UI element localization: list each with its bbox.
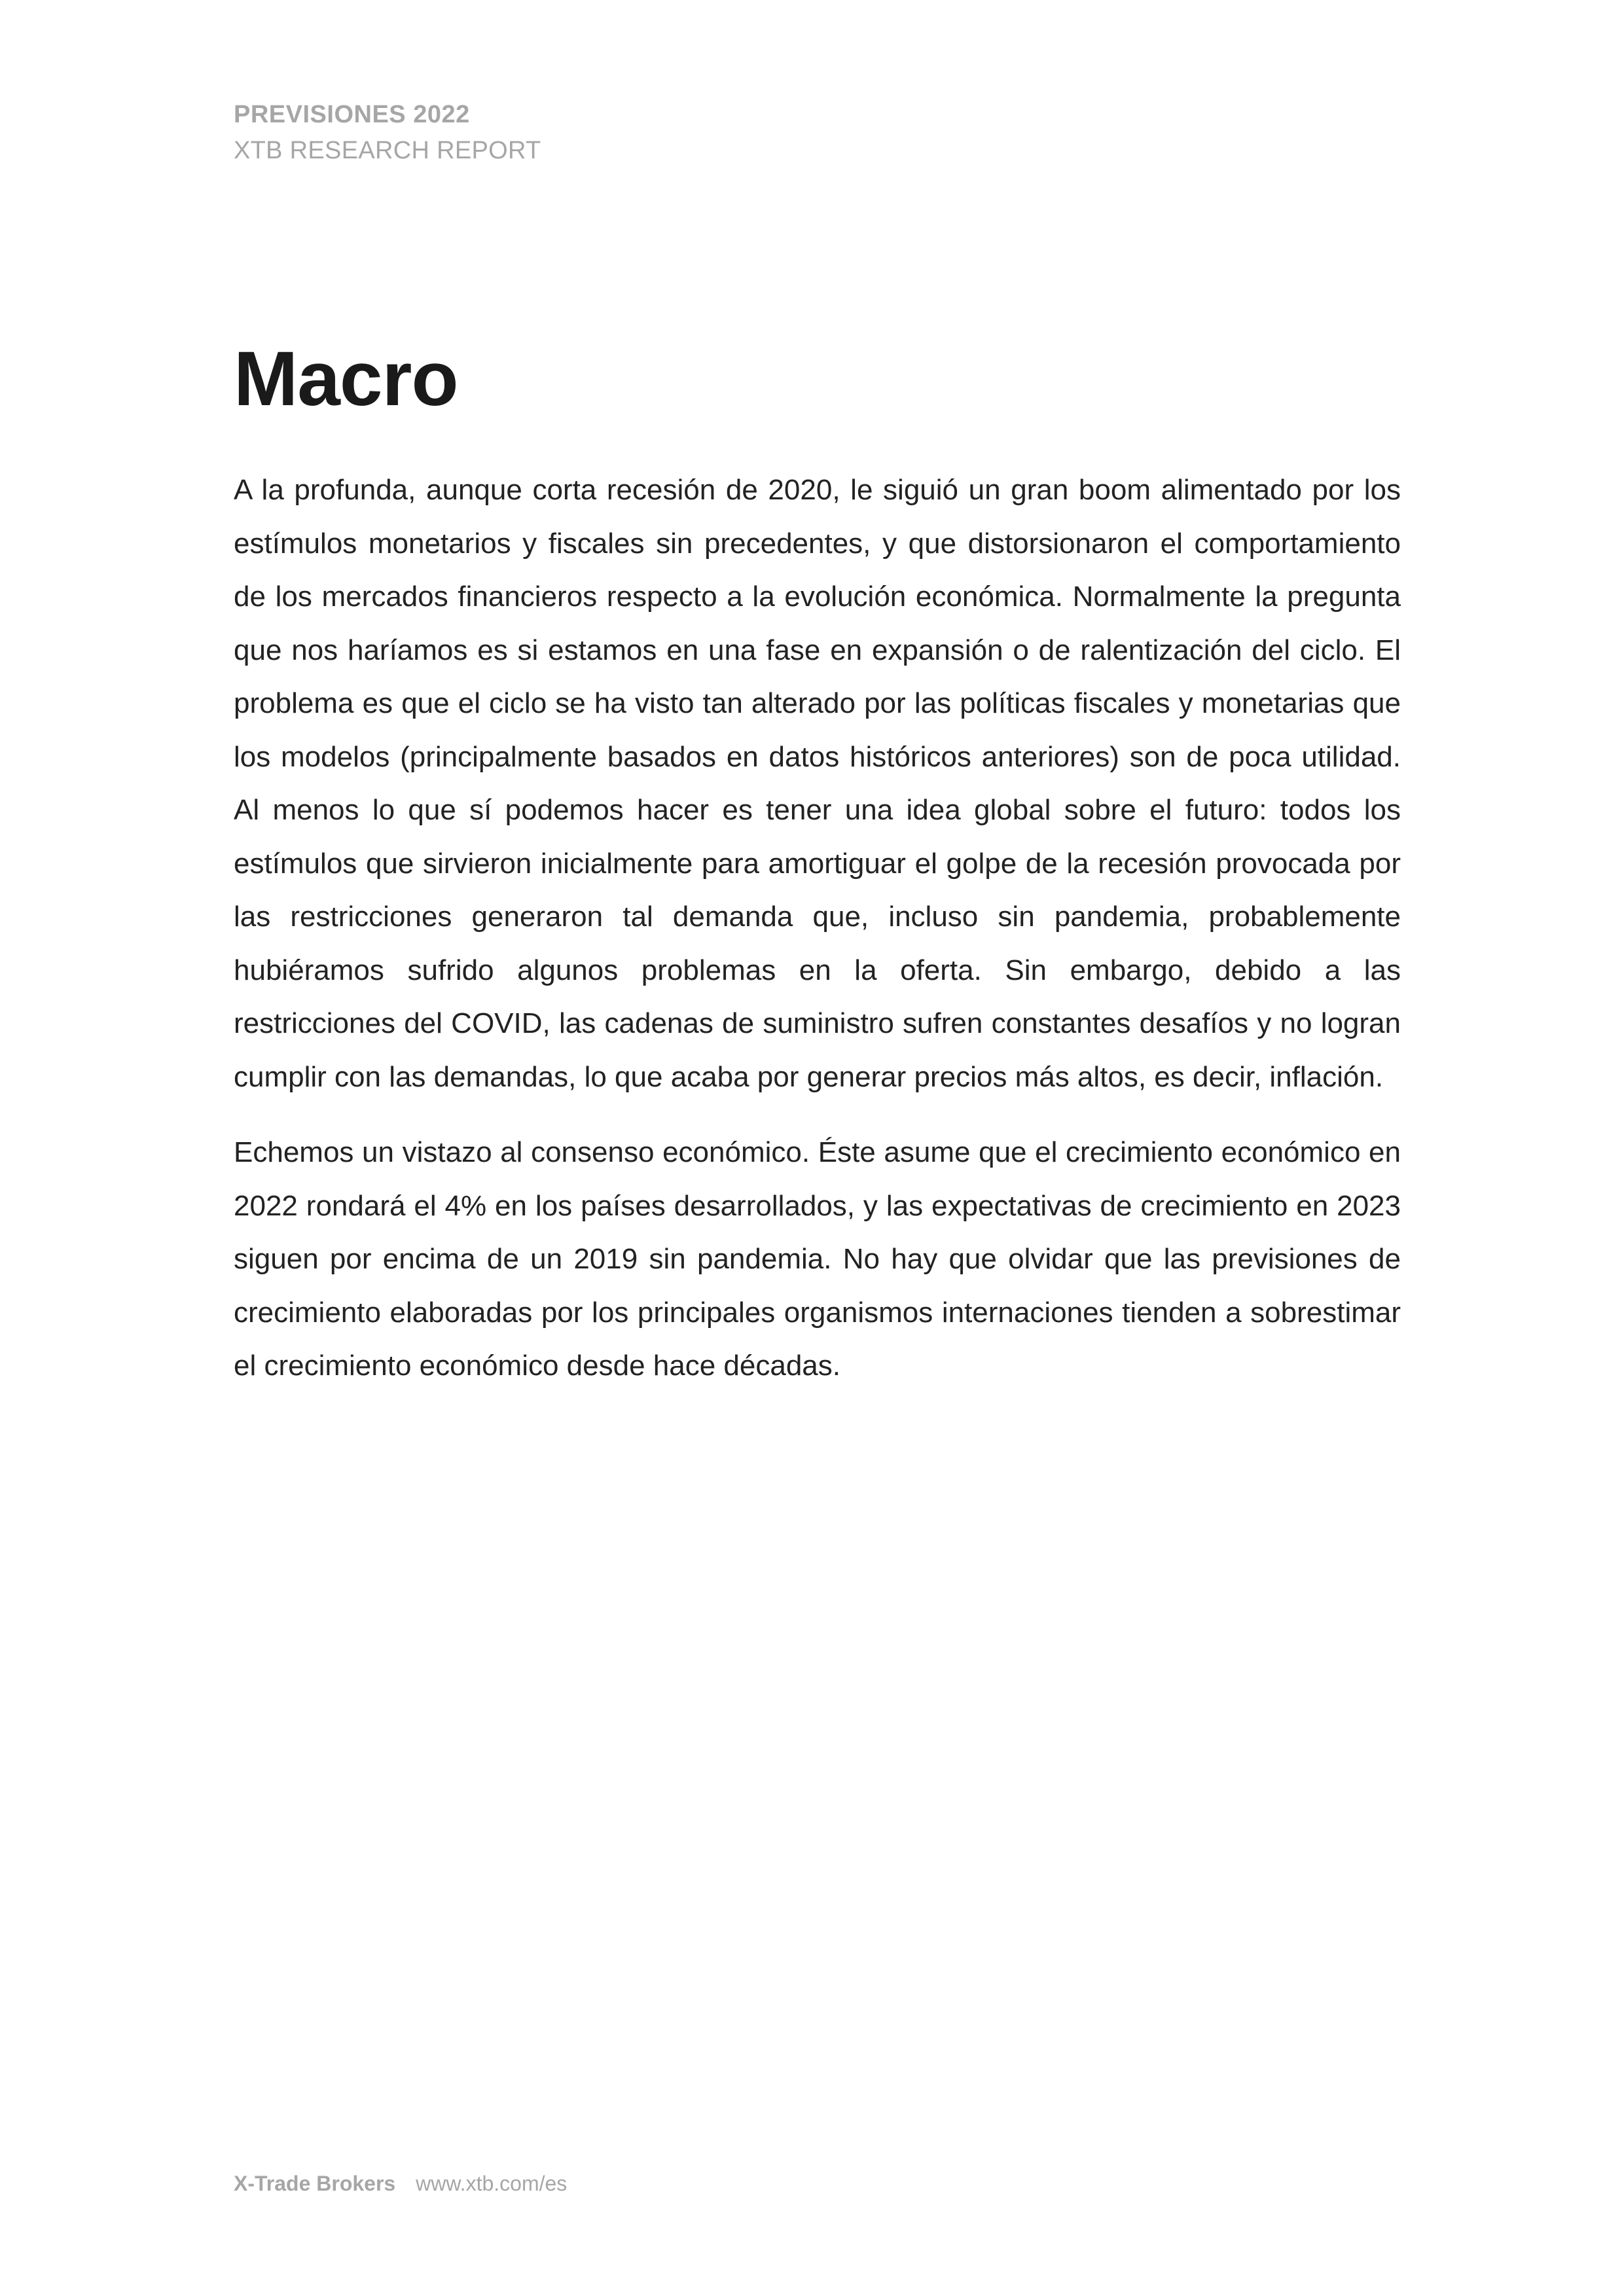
paragraph-1: A la profunda, aunque corta recesión de 2020, le siguió un gran boom alimentado por los estímulos monetarios y fiscales sin precedentes, y que distorsionaron el comportamiento de los mercados financieros respecto a la evolución económica. Normalmente la pregunta que nos haríamos es si estamos en una fase en expansión o de ralentización del ciclo. El problema es que el ciclo se ha visto tan alterado por las políticas fiscales y monetarias que los modelos (principalmente basados en datos históricos anteriores) son de poca utilidad. Al menos lo que sí podemos hacer es tener una idea global sobre el futuro: todos los estímulos que sirvieron inicialmente para amortiguar el golpe de la recesión provocada por las restricciones generaron tal demanda que, incluso sin pandemia, probablemente hubiéramos sufrido algunos problemas en la oferta. Sin embargo, debido a las restricciones del COVID, las cadenas de suministro sufren constantes desafíos y no logran cumplir con las demandas, lo que acaba por generar precios más altos, es decir, inflación. — [234, 474, 1401, 1093]
main-content — [234, 336, 1401, 1415]
section-title: Macro — [234, 336, 458, 422]
footer-brand: X-Trade Brokers — [234, 2172, 396, 2195]
footer-url[interactable]: www.xtb.com/es — [416, 2172, 568, 2195]
report-subtitle: XTB RESEARCH REPORT — [234, 137, 541, 165]
page-footer — [234, 2172, 567, 2196]
paragraph-2: Echemos un vistazo al consenso económico. Éste asume que el crecimiento económico en 2022 rondará el 4% en los países desarrollados, y las expectativas de crecimiento en 2023 siguen por encima de un 2019 sin pandemia. No hay que olvidar que las previsiones de crecimiento elaboradas por los principales organismos internaciones tienden a sobrestimar el crecimiento económico desde hace décadas. — [234, 1136, 1401, 1382]
report-title: PREVISIONES 2022 — [234, 101, 470, 128]
page-header — [234, 97, 541, 169]
